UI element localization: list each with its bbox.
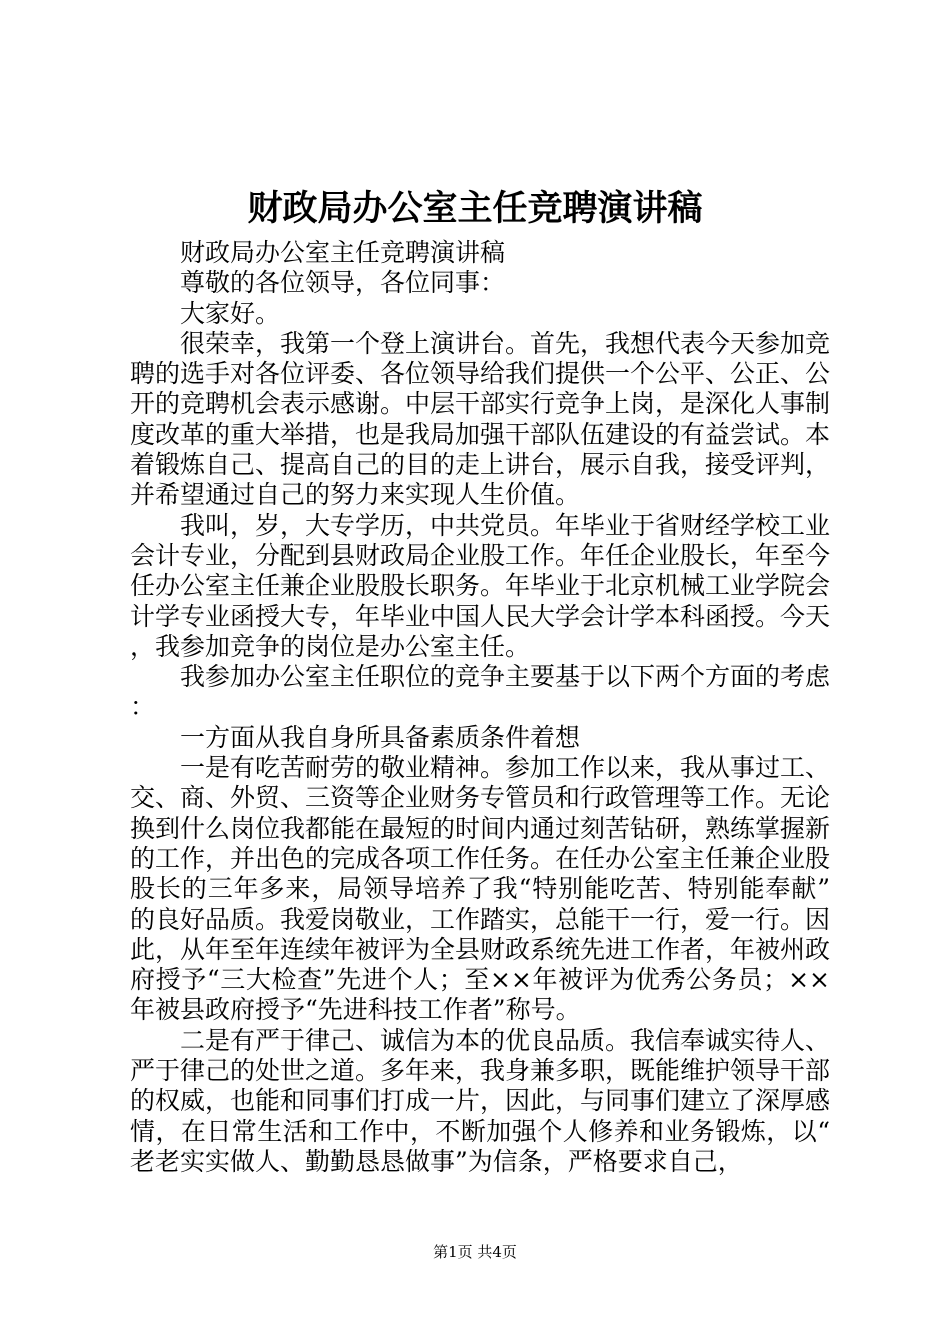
paragraph-self-introduction: 我叫，岁，大专学历，中共党员。年毕业于省财经学校工业会计专业，分配到县财政局企业股工作。年任企业股长，年至今任办公室主任兼企业股股长职务。年毕业于北京机械工业学院会计学专业函授大专，年毕业中国人民大学会计学本科函授。今天，我参加竞争的岗位是办公室主任。 bbox=[130, 510, 831, 661]
paragraph-motivation: 我参加办公室主任职位的竞争主要基于以下两个方面的考虑： bbox=[130, 662, 831, 722]
paragraph-greeting: 大家好。 bbox=[180, 298, 281, 328]
paragraph-intro: 很荣幸，我第一个登上演讲台。首先，我想代表今天参加竞聘的选手对各位评委、各位领导给我们提供一个公平、公正、公开的竞聘机会表示感谢。中层干部实行竞争上岗，是深化人事制度改革的重大举措，也是我局加强干部队伍建设的有益尝试。本着锻炼自己、提高自己的目的走上讲台，展示自我，接受评判，并希望通过自己的努力来实现人生价值。 bbox=[130, 328, 831, 510]
page-footer: 第1页 共4页 bbox=[433, 1243, 517, 1261]
paragraph-section-heading: 一方面从我自身所具备素质条件着想 bbox=[180, 722, 581, 752]
page-title: 财政局办公室主任竞聘演讲稿 bbox=[247, 188, 703, 229]
document-body bbox=[130, 238, 830, 1177]
paragraph-point-two: 二是有严于律己、诚信为本的优良品质。我信奉诚实待人、严于律己的处世之道。多年来，我身兼多职，既能维护领导干部的权威，也能和同事们打成一片，因此，与同事们建立了深厚感情，在日常生活和工作中，不断加强个人修养和业务锻炼，以“老老实实做人、勤勤恳恳做事”为信条，严格要求自己， bbox=[130, 1025, 831, 1176]
paragraph-subtitle: 财政局办公室主任竞聘演讲稿 bbox=[180, 238, 506, 267]
paragraph-point-one: 一是有吃苦耐劳的敬业精神。参加工作以来，我从事过工、交、商、外贸、三资等企业财务专管员和行政管理等工作。无论换到什么岗位我都能在最短的时间内通过刻苦钻研，熟练掌握新的工作，并出色的完成各项工作任务。在任办公室主任兼企业股股长的三年多来，局领导培养了我“特别能吃苦、特别能奉献”的良好品质。我爱岗敬业，工作踏实，总能干一行，爱一行。因此，从年至年连续年被评为全县财政系统先进工作者，年被州政府授予“三大检查”先进个人；至××年被评为优秀公务员；××年被县政府授予“先进科技工作者”称号。 bbox=[130, 753, 831, 1025]
paragraph-salutation: 尊敬的各位领导，各位同事： bbox=[180, 268, 506, 298]
